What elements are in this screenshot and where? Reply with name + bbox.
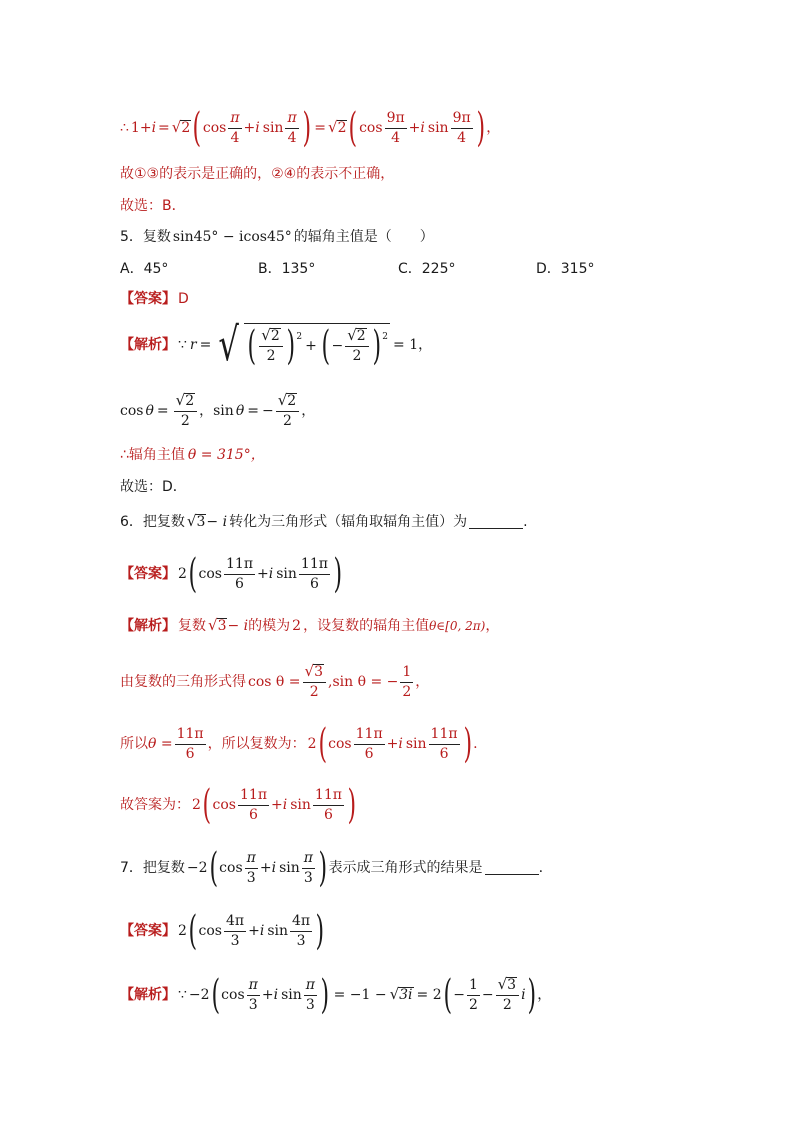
q6-line-4: 故答案为： 2 ( cos $\frac{11\pi}{6}$ + i sin $\frac{11\pi}{6}$ ) — [120, 782, 357, 828]
choose-line-1: 故选：B． — [120, 198, 186, 214]
answer-blank[interactable] — [485, 862, 539, 875]
therefore-symbol: ∴ — [120, 120, 129, 136]
fraction: $\frac{\pi}{4}$ — [287, 109, 297, 146]
option-a[interactable]: A．45° — [120, 261, 169, 277]
q5-analysis: 【解析】 ∵ r = √ ( √ 2 2 ) $^2$ + ( − √ 2 2 ) $^2$ = 1， — [120, 317, 433, 371]
q7-answer: 【答案】 2 ( cos $\frac{4\pi}{3}$ + i sin $\frac{4\pi}{3}$ ) — [120, 908, 325, 954]
option-b[interactable]: B．135° — [258, 261, 316, 277]
q6-line-3: 所以 θ = $\frac{11\pi}{6}$ ，所以复数为： 2 ( cos $\frac{11\pi}{6}$ + i sin $\frac{11\pi}{6}$ ) . — [120, 721, 478, 767]
q5-answer: 【答案】 D — [120, 291, 189, 307]
question-5: 5． 复数 sin45° − icos45° 的辐角主值是（ ） — [120, 229, 434, 245]
answer-blank[interactable] — [469, 516, 523, 529]
fraction: $\frac{9\pi}{4}$ — [386, 109, 405, 146]
option-c[interactable]: C．225° — [398, 261, 456, 277]
q5-cos-sin: cos θ = √ 2 2 ， sin θ = − √ 2 2 ， — [120, 391, 316, 430]
option-d[interactable]: D．315° — [536, 261, 595, 277]
note-line: 故①③的表示是正确的，②④的表示不正确， — [120, 166, 395, 182]
sqrt-2: √ 2 — [171, 117, 191, 136]
q5-principal: ∴辐角主值 θ = 315°， — [120, 447, 265, 463]
question-5-options — [120, 262, 595, 276]
q6-line-2: 由复数的三角形式得 cos θ = √ 3 2 ,sin θ = − $\frac{1}{2}$ ， — [120, 662, 430, 701]
sqrt-2: √ 2 — [328, 117, 347, 136]
question-6: 6． 把复数 √ 3 − i 转化为三角形式（辐角取辐角主值）为 . — [120, 512, 528, 531]
q7-analysis: 【解析】 ∵ −2 ( cos $\frac{\pi}{3}$ + i sin $\frac{\pi}{3}$ ) = −1 − √ 3i = 2 ( − $\frac{1}{2}$ − √ 3 2 i ) ， — [120, 972, 552, 1018]
q6-answer: 【答案】 2 ( cos $\frac{11\pi}{6}$ + i sin $\frac{11\pi}{6}$ ) — [120, 551, 343, 597]
fraction: $\frac{9\pi}{4}$ — [452, 109, 471, 146]
q6-analysis: 【解析】 复数 √ 3 − i 的模为 2 ，设复数的辐角主值 θ∈[0, 2π) ， — [120, 616, 500, 635]
fraction: $\frac{\pi}{4}$ — [230, 109, 240, 146]
equation-line-1: ∴ 1+ i = √ 2 ( cos $\frac{\pi}{4}$ + i sin $\frac{\pi}{4}$ ) = √ 2 ( cos $\frac{9\pi}{4}$ + i sin $\frac{9\pi}{4}$ ) ， — [120, 105, 501, 151]
choose-line-2: 故选：D． — [120, 479, 187, 495]
question-7: 7． 把复数 −2 ( cos $\frac{\pi}{3}$ + i sin $\frac{\pi}{3}$ ) 表示成三角形式的结果是 . — [120, 845, 544, 891]
